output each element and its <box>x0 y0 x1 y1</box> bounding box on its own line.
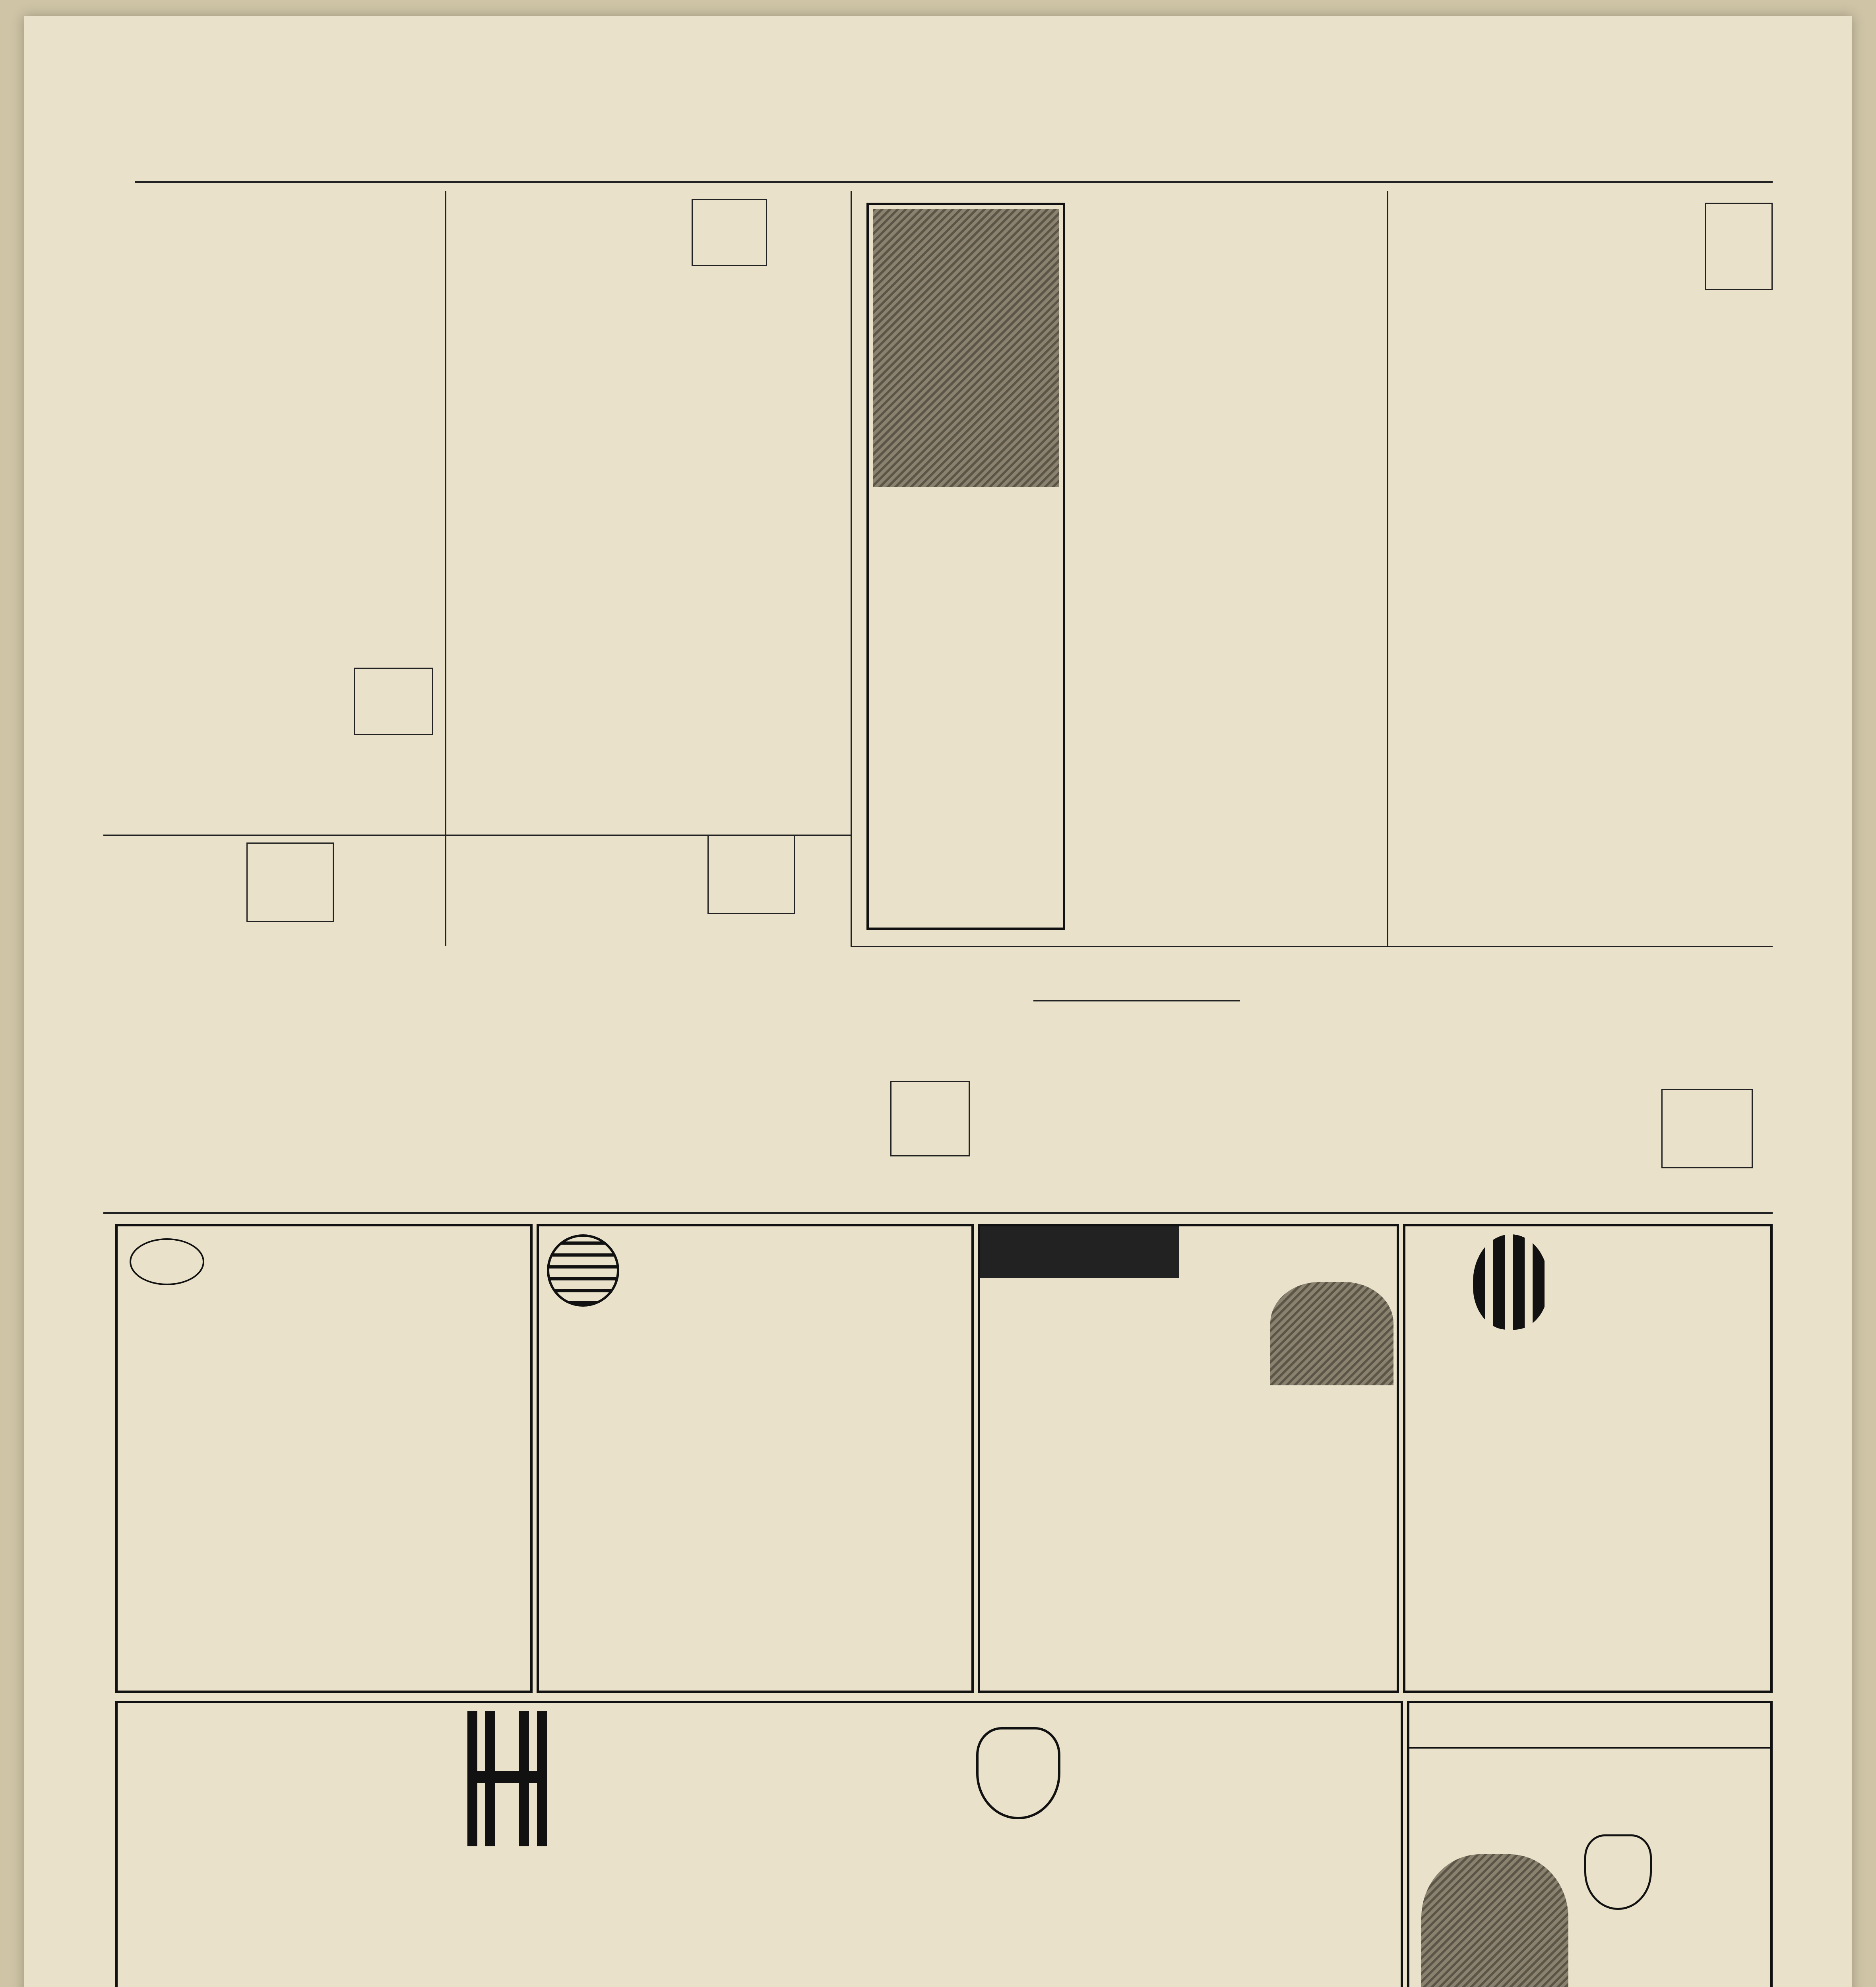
article-body <box>1010 1009 1240 1196</box>
article-body <box>1077 413 1316 930</box>
photo-box <box>866 203 1065 930</box>
article-ink-stone <box>103 195 429 831</box>
death-label <box>1683 203 1703 282</box>
divider <box>851 946 1773 947</box>
vignette-fang-side <box>1757 1097 1777 1168</box>
restaurant-copy <box>348 1369 388 1679</box>
article-title <box>620 433 668 815</box>
article-body <box>696 926 847 1200</box>
newspaper-page <box>24 16 1852 1987</box>
vignette-fang <box>1661 1089 1753 1168</box>
ad-canada-trust <box>1407 1701 1773 1987</box>
article-body <box>1455 950 1773 1081</box>
article-title <box>1594 262 1634 548</box>
vignette-dong-side <box>695 202 711 266</box>
ad-remax <box>1403 1224 1773 1693</box>
article-body <box>1077 203 1308 409</box>
ad-sutton <box>978 1224 1399 1693</box>
article-body <box>866 954 1002 1073</box>
article-kicker <box>1367 207 1391 485</box>
death-badge <box>1705 203 1773 290</box>
restaurant-phone-label <box>261 1433 324 1600</box>
photo-box-title <box>928 515 1008 873</box>
vignette-qi-side <box>414 673 430 732</box>
divider <box>851 191 852 946</box>
article-body <box>1399 203 1586 938</box>
vignette-qu-side <box>978 1129 1002 1188</box>
restaurant-copy <box>392 1369 432 1679</box>
article-title <box>103 242 159 799</box>
article-body <box>779 199 847 819</box>
mls-shield-icon <box>976 1727 1060 1819</box>
article-body <box>596 922 652 1200</box>
article-byline <box>1610 652 1634 731</box>
page-header <box>135 151 1773 183</box>
restaurant-copy <box>479 1369 519 1679</box>
article-body <box>107 839 242 1196</box>
restaurant-phone <box>169 1369 205 1671</box>
vignette-qi <box>354 668 433 735</box>
section-title <box>433 858 461 1001</box>
ad-homestead <box>115 1701 1403 1987</box>
sutton-logo <box>980 1226 1179 1278</box>
ad-realty-world <box>537 1224 974 1693</box>
article-body <box>1638 302 1769 938</box>
article-byline <box>1304 433 1324 513</box>
vignette-gu <box>707 835 795 914</box>
divider <box>103 1212 1773 1214</box>
hot-air-balloon-icon <box>1473 1234 1548 1330</box>
canada-trust-sub <box>1409 1743 1770 1749</box>
vignette-qu <box>890 1081 970 1156</box>
restaurant-hours <box>134 1369 165 1536</box>
divider <box>445 191 446 946</box>
ad-restaurant <box>115 1224 533 1693</box>
vignette-dong <box>692 199 767 266</box>
article-body <box>246 930 429 1196</box>
homestead-logo-bar <box>467 1771 547 1783</box>
section-header <box>1033 970 1240 1001</box>
photo <box>873 209 1059 487</box>
agent-photo <box>1270 1282 1393 1385</box>
vignette-gu-side <box>799 842 819 922</box>
vignette-ren-side <box>338 874 358 938</box>
restaurant-phone <box>207 1369 243 1671</box>
section-title <box>656 930 688 1152</box>
restaurant-logo <box>130 1238 204 1285</box>
vignette-ren <box>246 842 334 922</box>
article-body <box>469 839 588 1196</box>
restaurant-copy <box>436 1369 475 1679</box>
agent-photo <box>1421 1854 1568 1987</box>
mls-shield-icon <box>1584 1834 1652 1910</box>
globe-icon <box>547 1234 619 1307</box>
